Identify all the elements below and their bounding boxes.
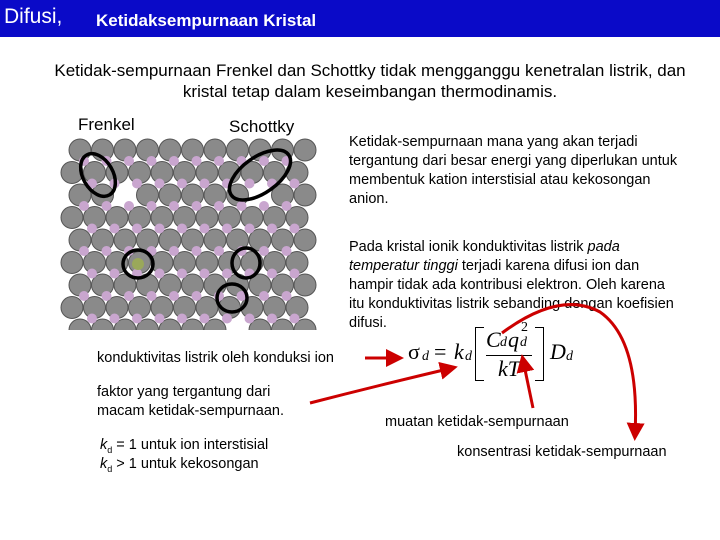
arrow-factor xyxy=(310,368,452,403)
slide-title: Difusi, xyxy=(4,5,63,28)
arrow-charge xyxy=(523,360,533,408)
concentration-label: konsentrasi ketidak-sempurnaan xyxy=(457,444,667,460)
charge-label: muatan ketidak-sempurnaan xyxy=(385,414,569,430)
arrow-concentration xyxy=(502,305,636,435)
paragraph-conductivity: Pada kristal ionik konduktivitas listrik pada temperatur tinggi terjadi karena difusi ion dan hampir tidak ada kontribusi elektron. Oleh karena itu konduktivitas listrik sebanding dengan koefisien difusi. xyxy=(349,239,674,331)
factor-label: faktor yang tergantung dari macam ketidak-sempurnaan. xyxy=(97,384,284,419)
kd-interstitial: $k_d = 1$ untuk ion interstisial xyxy=(100,437,269,455)
kd-vacancy: $k_d > 1$ untuk kekosongan xyxy=(100,456,259,474)
conductivity-formula: σ d = k d C d q 2 d kT D d xyxy=(408,320,573,381)
paragraph-energy: Ketidak-sempurnaan mana yang akan terjadi tergantung dari besar energi yang diperlukan untuk membentuk kation interstisial atau kekosongan anion. xyxy=(349,134,678,207)
slide-subtitle: Ketidaksempurnaan Kristal xyxy=(96,11,317,30)
frenkel-label: Frenkel xyxy=(78,115,135,134)
conduction-label: konduktivitas listrik oleh konduksi ion xyxy=(97,350,334,366)
schottky-label: Schottky xyxy=(229,117,295,136)
intro-text: Ketidak-sempurnaan Frenkel dan Schottky tidak mengganggu kenetralan listrik, dan kristal tetap dalam keseimbangan thermodinamis. xyxy=(54,61,686,101)
